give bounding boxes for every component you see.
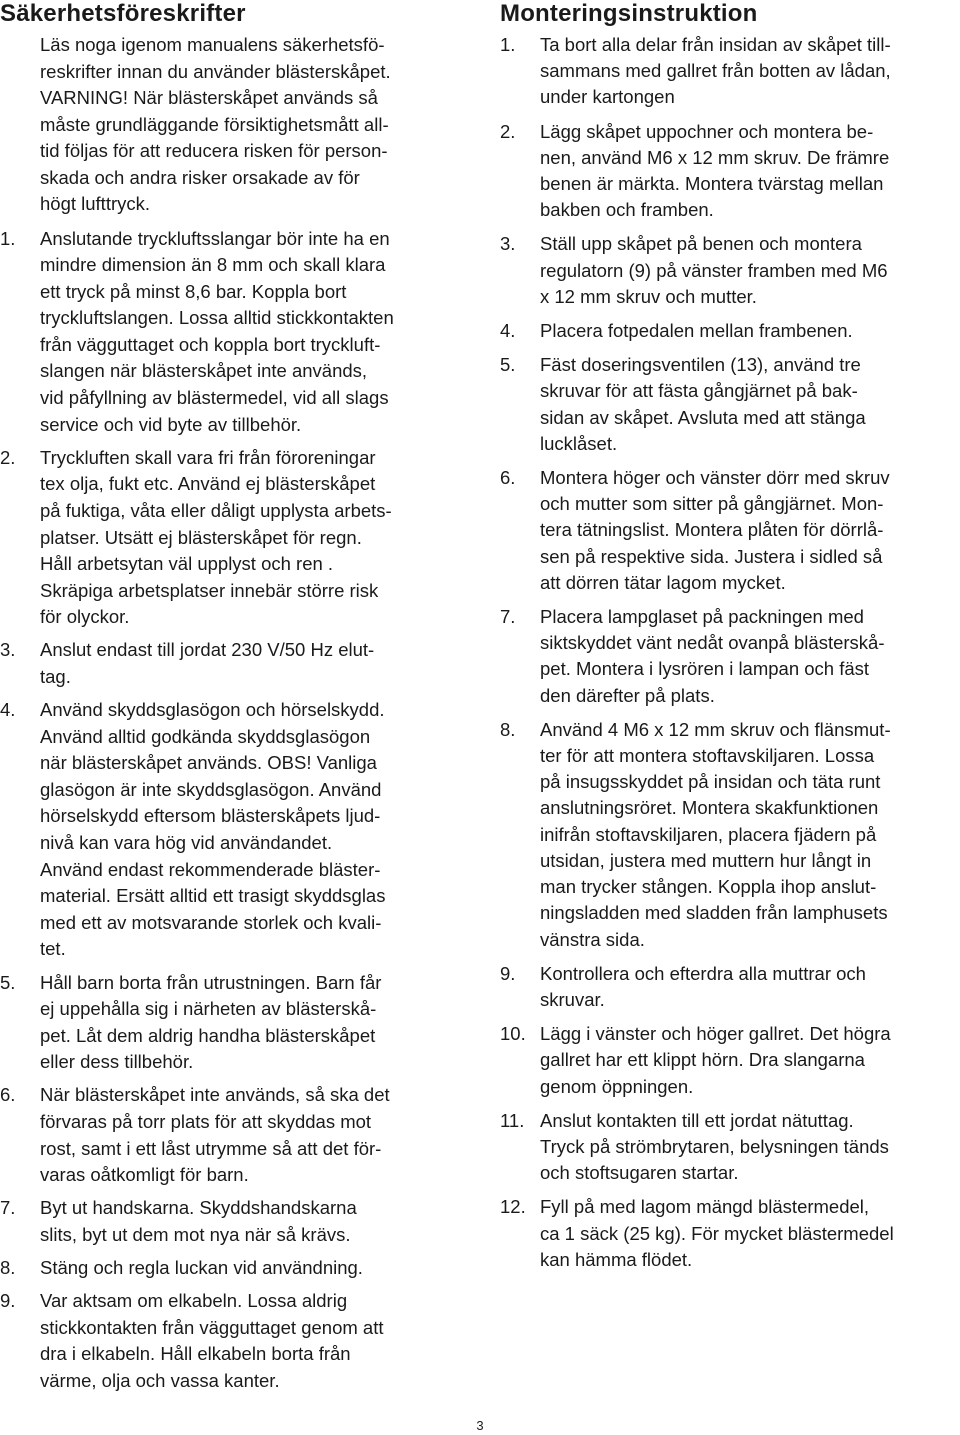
assembly-item-text [540, 231, 960, 310]
assembly-item-number: 9. [500, 962, 516, 984]
safety-item-number: 3. [0, 639, 16, 661]
assembly-item-text [540, 352, 960, 457]
assembly-column [500, 0, 960, 1281]
safety-list [0, 226, 462, 1395]
text-line: tid följas för att reducera risken för person- [40, 140, 388, 161]
safety-item-number: 1. [0, 227, 16, 249]
assembly-item-number: 1. [500, 34, 516, 55]
text-line: Ställ upp skåpet på benen och montera [540, 233, 862, 255]
text-line: skada och andra risker orsakade av för [40, 166, 360, 188]
assembly-item-number: 8. [500, 718, 516, 740]
text-line: Använd alltid godkända skyddsglasögon [40, 725, 371, 747]
text-line: pet. Montera i lysrören i lampan och fäst [540, 658, 870, 680]
text-line: Stäng och regla luckan vid användning. [40, 1256, 363, 1278]
text-line: gallret har ett klippt hörn. Dra slangarna [540, 1049, 865, 1071]
safety-item-text [40, 970, 462, 1076]
assembly-item-number: 2. [500, 120, 516, 142]
text-line: Tryck på strömbrytaren, belysningen tänds [540, 1135, 889, 1157]
assembly-item-number: 3. [500, 233, 516, 255]
text-line: och mutter som sitter på gångjärnet. Mon- [540, 493, 884, 515]
safety-item-number: 4. [0, 699, 16, 721]
text-line: glasögon är inte skyddsglasögon. Använd [40, 778, 382, 800]
text-line: måste grundläggande försiktighetsmått all- [40, 113, 389, 135]
text-line: VARNING! När blästerskåpet används så [40, 87, 378, 108]
safety-item-number: 5. [0, 971, 16, 993]
text-line: utsidan, justera med muttern hur långt in [540, 849, 872, 871]
assembly-item-text [540, 119, 960, 224]
text-line: Anslutande tryckluftsslangar bör inte ha en [40, 227, 390, 249]
text-line: kan hämma flödet. [540, 1248, 693, 1270]
text-line: Fyll på med lagom mängd blästermedel, [540, 1196, 870, 1218]
text-line: anslutningsröret. Montera skakfunktionen [540, 797, 879, 819]
assembly-heading: Monteringsinstruktion [500, 0, 758, 27]
text-line: lucklåset. [540, 432, 618, 454]
safety-item [0, 1082, 462, 1188]
text-line: man trycker stången. Koppla ihop anslut- [540, 876, 877, 898]
safety-item-text [40, 697, 462, 963]
text-line: på fuktiga, våta eller dåligt upplysta arbets- [40, 499, 392, 521]
assembly-item-text [540, 1108, 960, 1187]
assembly-item-number: 11. [500, 1109, 525, 1131]
safety-item-number: 2. [0, 446, 16, 468]
text-line: nen, använd M6 x 12 mm skruv. De främre [540, 146, 890, 168]
text-line: slits, byt ut dem mot nya när så krävs. [40, 1223, 351, 1245]
text-line: platser. Utsätt ej blästerskåpet för regn. [40, 526, 362, 548]
safety-item-text [40, 1255, 462, 1282]
safety-item-text [40, 1082, 462, 1188]
text-line: Använd skyddsglasögon och hörselskydd. [40, 699, 385, 721]
assembly-item-text [540, 604, 960, 709]
safety-item [0, 697, 462, 963]
text-line: Använd 4 M6 x 12 mm skruv och flänsmut- [540, 718, 891, 740]
text-line: dra i elkabeln. Håll elkabeln borta från [40, 1343, 351, 1365]
assembly-item-text [540, 318, 960, 344]
text-line: Håll barn borta från utrustningen. Barn får [40, 971, 382, 993]
assembly-item-number: 5. [500, 354, 516, 376]
safety-item-number: 6. [0, 1084, 16, 1106]
text-line: Fäst doseringsventilen (13), använd tre [540, 354, 861, 376]
assembly-item [500, 119, 960, 224]
safety-item-number: 8. [0, 1256, 16, 1278]
text-line: eller dess tillbehör. [40, 1051, 194, 1073]
safety-item [0, 1195, 462, 1248]
safety-item [0, 1255, 462, 1282]
text-line: ningsladden med sladden från lamphusets [540, 902, 888, 924]
text-line: den därefter på plats. [540, 684, 715, 706]
text-line: högt lufttryck. [40, 193, 151, 214]
text-line: tex olja, fukt etc. Använd ej blästerskåpet [40, 473, 376, 495]
safety-heading: Säkerhetsföreskrifter [0, 0, 246, 27]
assembly-item [500, 1194, 960, 1273]
text-line: Kontrollera och efterdra alla muttrar och [540, 962, 866, 984]
assembly-item-number: 4. [500, 320, 516, 342]
assembly-item [500, 318, 960, 344]
assembly-list [500, 32, 960, 1273]
text-line: skruvar för att fästa gångjärnet på bak- [540, 380, 858, 402]
text-line: Placera lampglaset på packningen med [540, 606, 864, 628]
text-line: Placera fotpedalen mellan frambenen. [540, 320, 853, 342]
text-line: Var aktsam om elkabeln. Lossa aldrig [40, 1290, 348, 1312]
text-line: Anslut endast till jordat 230 V/50 Hz elut- [40, 639, 375, 661]
text-line: att dörren tätar lagom mycket. [540, 571, 786, 593]
safety-item [0, 445, 462, 631]
assembly-item [500, 961, 960, 1013]
assembly-item-text [540, 1194, 960, 1273]
text-line: Montera höger och vänster dörr med skruv [540, 467, 890, 489]
assembly-item-text [540, 717, 960, 953]
safety-item-number: 9. [0, 1290, 16, 1312]
assembly-item [500, 1108, 960, 1187]
text-line: När blästerskåpet inte används, så ska det [40, 1084, 390, 1106]
assembly-item-number: 6. [500, 467, 516, 489]
text-line: Lägg skåpet uppochner och montera be- [540, 120, 874, 142]
text-line: sidan av skåpet. Avsluta med att stänga [540, 406, 866, 428]
assembly-item-text [540, 961, 960, 1013]
text-line: stickkontakten från vägguttaget genom att [40, 1316, 384, 1338]
text-line: med ett av motsvarande storlek och kvali- [40, 911, 382, 933]
safety-item-text [40, 1195, 462, 1248]
text-line: förvaras på torr plats för att skyddas mot [40, 1111, 372, 1132]
text-line: Lägg i vänster och höger gallret. Det högra [540, 1023, 891, 1045]
assembly-item [500, 465, 960, 596]
text-line: regulatorn (9) på vänster framben med M6 [540, 259, 888, 281]
text-line: från vägguttaget och koppla bort tryckluft- [40, 333, 381, 355]
text-line: tag. [40, 666, 71, 687]
safety-item-number: 7. [0, 1197, 16, 1219]
text-line: tryckluftslangen. Lossa alltid stickkontakten [40, 307, 394, 329]
text-line: ett tryck på minst 8,6 bar. Koppla bort [40, 280, 347, 302]
text-line: för olyckor. [40, 606, 130, 628]
safety-item-text [40, 445, 462, 631]
text-line: Anslut kontakten till ett jordat nätuttag. [540, 1109, 854, 1131]
assembly-item-number: 12. [500, 1196, 526, 1218]
text-line: när blästerskåpet används. OBS! Vanliga [40, 752, 377, 774]
text-line: inifrån stoftavskiljaren, placera fjädern på [540, 823, 877, 845]
text-line: slangen när blästerskåpet inte används, [40, 360, 368, 382]
text-line: Byt ut handskarna. Skyddshandskarna [40, 1197, 357, 1219]
text-line: under kartongen [540, 86, 675, 108]
assembly-item-text [540, 1021, 960, 1100]
text-line: sen på respektive sida. Justera i sidled så [540, 545, 883, 567]
text-line: tet. [40, 938, 66, 960]
safety-column [0, 0, 462, 1401]
text-line: material. Ersätt alltid ett trasigt skyddsglas [40, 885, 386, 907]
text-line: Tryckluften skall vara fri från föroreningar [40, 446, 376, 468]
assembly-item-number: 7. [500, 606, 516, 628]
text-line: Läs noga igenom manualens säkerhetsfö- [40, 34, 385, 55]
assembly-item-text [540, 32, 960, 111]
text-line: mindre dimension än 8 mm och skall klara [40, 254, 386, 276]
safety-item [0, 1288, 462, 1394]
text-line: värme, olja och vassa kanter. [40, 1369, 280, 1391]
text-line: bakben och framben. [540, 199, 714, 221]
text-line: Använd endast rekommenderade bläster- [40, 858, 381, 880]
safety-intro [40, 32, 462, 218]
text-line: benen är märkta. Montera tvärstag mellan [540, 173, 884, 195]
assembly-item [500, 717, 960, 953]
text-line: nivå kan vara hög vid användandet. [40, 832, 333, 854]
text-line: tera tätningslist. Montera plåten för dörrlå- [540, 519, 884, 541]
text-line: Skräpiga arbetsplatser innebär större risk [40, 579, 379, 601]
text-line: skruvar. [540, 988, 605, 1010]
assembly-item-number: 10. [500, 1023, 526, 1045]
assembly-item [500, 604, 960, 709]
text-line: varas oåtkomligt för barn. [40, 1164, 249, 1186]
text-line: och stoftsugaren startar. [540, 1162, 739, 1184]
assembly-item [500, 352, 960, 457]
safety-item-text [40, 226, 462, 439]
assembly-item [500, 1021, 960, 1100]
text-line: service och vid byte av tillbehör. [40, 413, 302, 435]
text-line: x 12 mm skruv och mutter. [540, 285, 757, 307]
safety-item [0, 637, 462, 690]
text-line: ej uppehålla sig i närheten av blästerskå- [40, 998, 377, 1020]
text-line: vänstra sida. [540, 928, 645, 950]
safety-item-text [40, 637, 462, 690]
text-line: siktskyddet vänt nedåt ovanpå blästerskå- [540, 632, 885, 654]
text-line: vid påfyllning av blästermedel, vid all slags [40, 387, 389, 409]
text-line: på insugsskyddet på insidan och täta runt [540, 771, 881, 793]
text-line: sammans med gallret från botten av lådan, [540, 60, 891, 82]
safety-item [0, 226, 462, 439]
safety-item [0, 970, 462, 1076]
text-line: Ta bort alla delar från insidan av skåpet till- [540, 34, 891, 55]
text-line: reskrifter innan du använder blästerskåpet. [40, 60, 391, 82]
text-line: ca 1 säck (25 kg). För mycket blästermedel [540, 1222, 894, 1244]
assembly-item-text [540, 465, 960, 596]
text-line: genom öppningen. [540, 1075, 694, 1097]
text-line: hörselskydd eftersom blästerskåpets ljud- [40, 805, 381, 827]
safety-item-text [40, 1288, 462, 1394]
page-number: 3 [476, 1418, 484, 1433]
text-line: ter för att montera stoftavskiljaren. Lossa [540, 745, 875, 767]
text-line: Håll arbetsytan väl upplyst och ren . [40, 553, 334, 575]
text-line: rost, samt i ett låst utrymme så att det för- [40, 1137, 382, 1159]
assembly-item [500, 231, 960, 310]
assembly-item [500, 32, 960, 111]
text-line: pet. Låt dem aldrig handha blästerskåpet [40, 1024, 376, 1046]
